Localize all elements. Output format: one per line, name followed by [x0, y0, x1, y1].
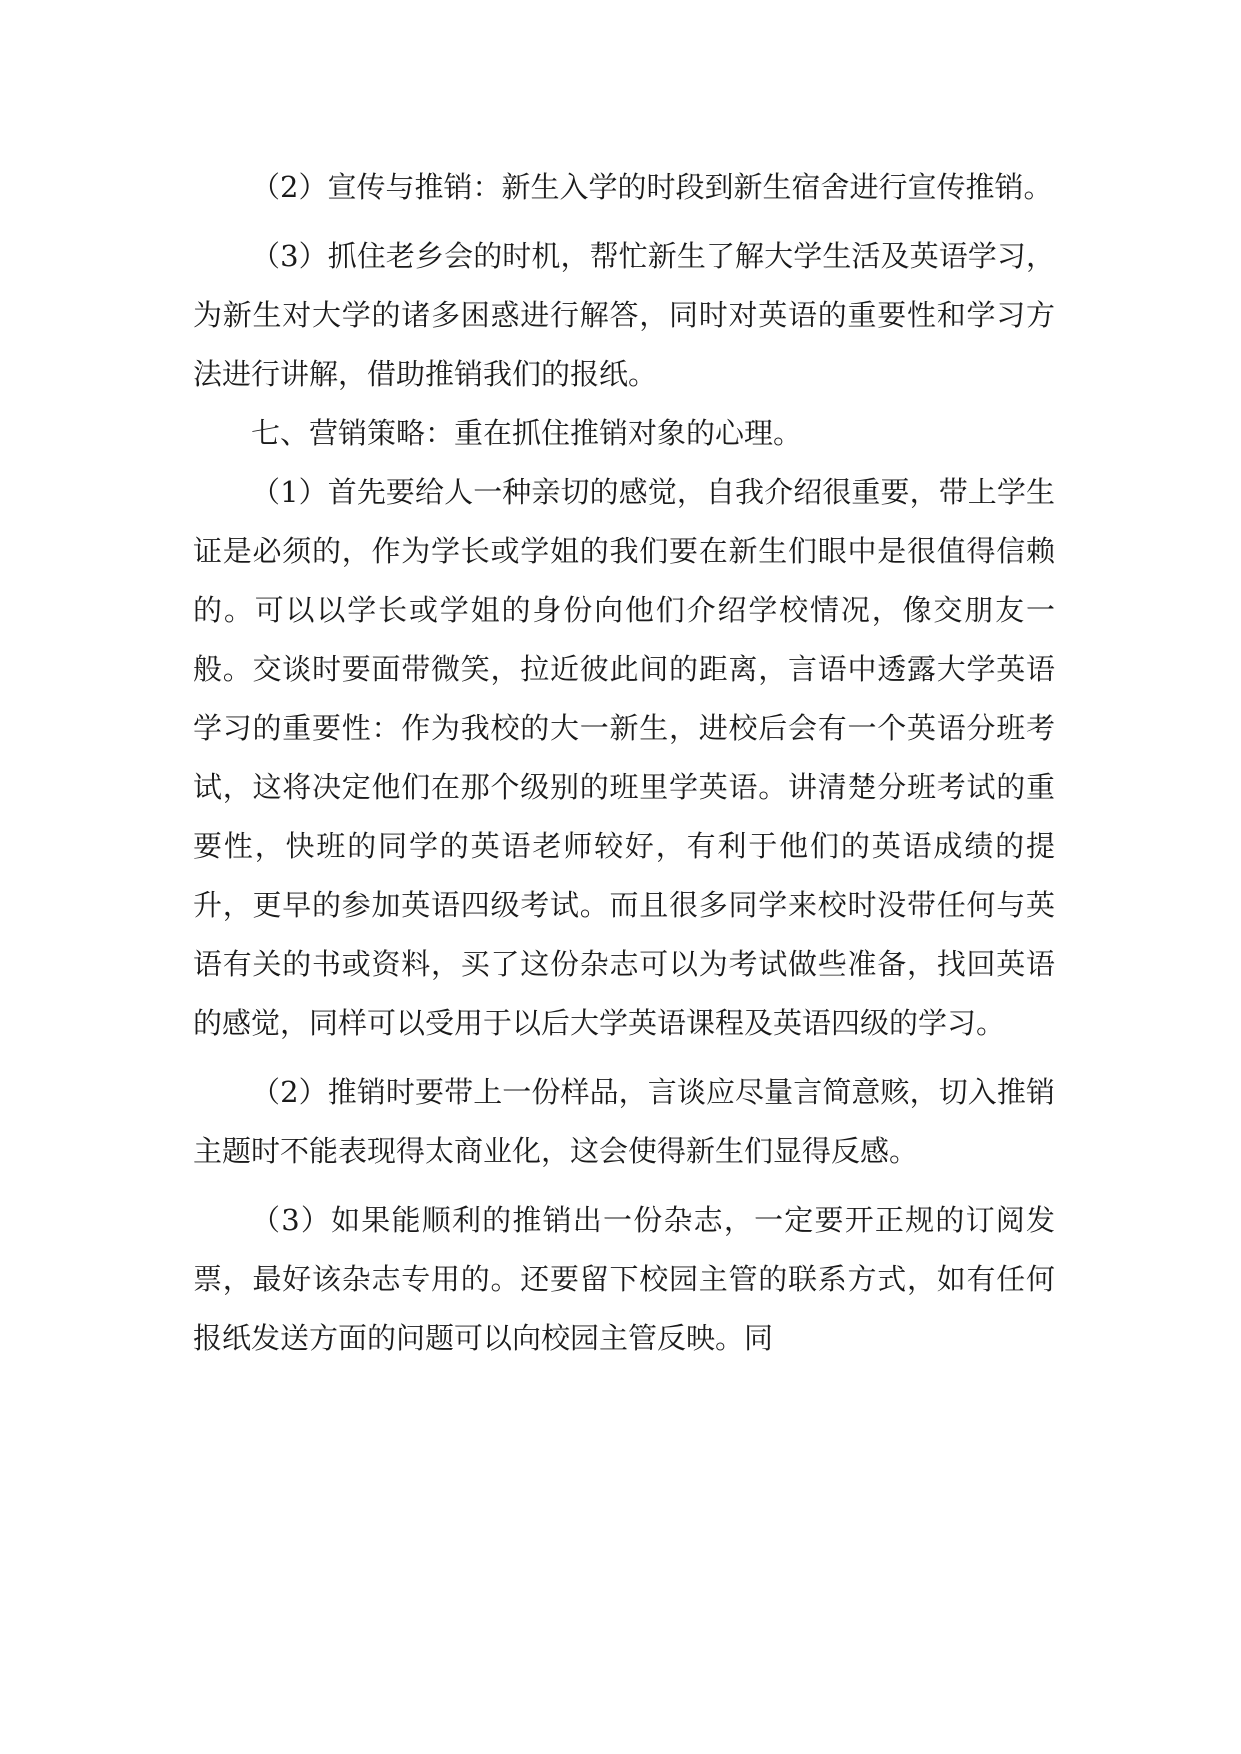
paragraph-hometown-meeting: （3）抓住老乡会的时机，帮忙新生了解大学生活及英语学习，为新生对大学的诸多困惑进行解答，同时对英语的重要性和学习方法进行讲解，借助推销我们的报纸。	[193, 239, 1055, 391]
document-body	[193, 158, 1055, 1368]
paragraph-promotion: （2）宣传与推销：新生入学的时段到新生宿舍进行宣传推销。	[251, 170, 1053, 204]
paragraph-strategy-2: （2）推销时要带上一份样品，言谈应尽量言简意赅，切入推销主题时不能表现得太商业化，这会使得新生们显得反感。	[193, 1075, 1055, 1168]
section-heading-marketing-strategy: 七、营销策略：重在抓住推销对象的心理。	[251, 416, 803, 450]
paragraph-strategy-1: （1）首先要给人一种亲切的感觉，自我介绍很重要，带上学生证是必须的，作为学长或学姐的我们要在新生们眼中是很值得信赖的。可以以学长或学姐的身份向他们介绍学校情况，像交朋友一般。交谈时要面带微笑，拉近彼此间的距离，言语中透露大学英语学习的重要性：作为我校的大一新生，进校后会有一个英语分班考试，这将决定他们在那个级别的班里学英语。讲清楚分班考试的重要性，快班的同学的英语老师较好，有利于他们的英语成绩的提升，更早的参加英语四级考试。而且很多同学来校时没带任何与英语有关的书或资料，买了这份杂志可以为考试做些准备，找回英语的感觉，同样可以受用于以后大学英语课程及英语四级的学习。	[193, 475, 1055, 1040]
paragraph-strategy-3: （3）如果能顺利的推销出一份杂志，一定要开正规的订阅发票，最好该杂志专用的。还要留下校园主管的联系方式，如有任何报纸发送方面的问题可以向校园主管反映。同	[193, 1203, 1055, 1355]
